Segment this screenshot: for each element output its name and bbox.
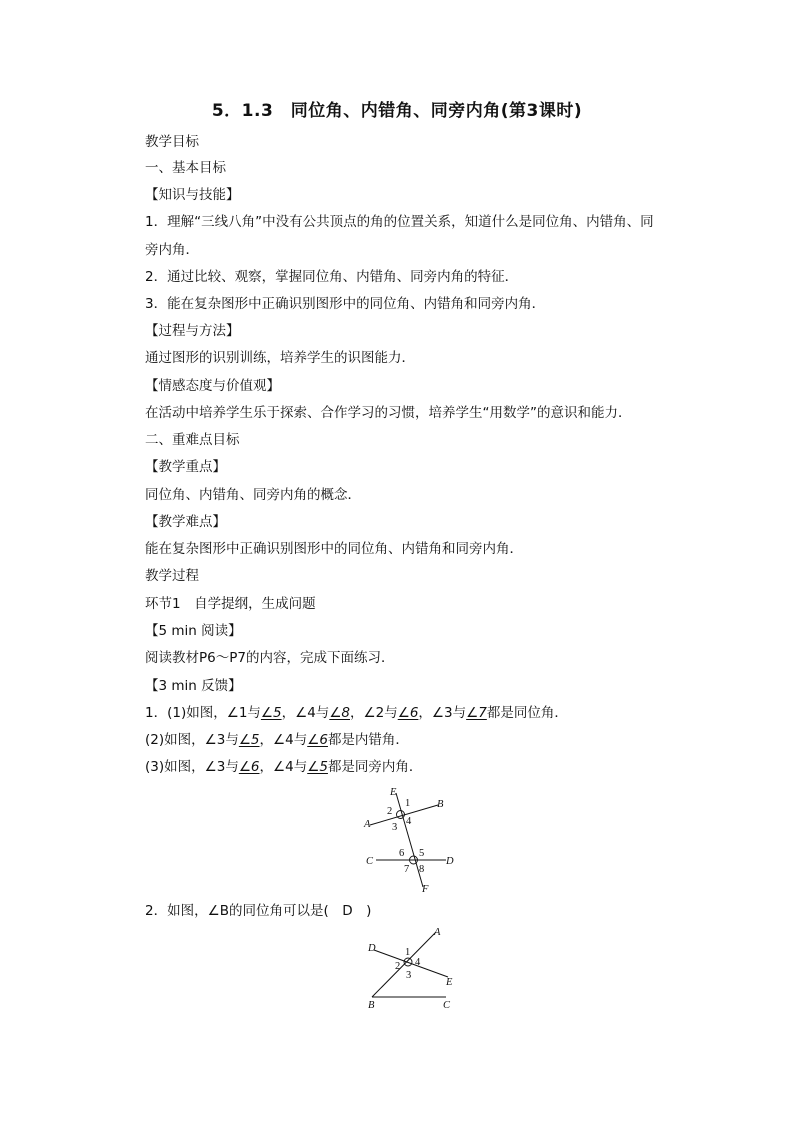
text-line: 二、重难点目标 [145, 432, 240, 448]
label-c: C [366, 856, 374, 867]
angle-label-3: 3 [392, 822, 398, 833]
answer-blank: ∠5 [260, 705, 282, 721]
label-c: C [443, 1000, 451, 1011]
angle-label-8: 8 [419, 864, 425, 875]
text-line: 能在复杂图形中正确识别图形中的同位角、内错角和同旁内角． [145, 541, 523, 557]
text-line: 教学目标 [145, 134, 199, 150]
question-1-part-3: (3)如图，∠3与∠6，∠4与∠5都是同旁内角． [145, 759, 423, 775]
text-line: 【教学重点】 [145, 459, 226, 475]
answer-blank: ∠7 [466, 705, 487, 721]
line-ba [372, 932, 436, 997]
text-line: 【5 min 阅读】 [145, 623, 242, 639]
answer-blank: ∠5 [238, 732, 260, 748]
text-line: 3．能在复杂图形中正确识别图形中的同位角、内错角和同旁内角． [145, 296, 546, 312]
text-line: 【教学难点】 [145, 514, 226, 530]
text-line: 旁内角． [145, 242, 199, 258]
figure-2-corresponding-angle [364, 926, 464, 1014]
angle-arc-top [397, 811, 405, 819]
question-2: 2．如图，∠B的同位角可以是( D ) [145, 903, 372, 919]
answer-blank: ∠5 [307, 759, 328, 775]
label-b: B [437, 799, 444, 810]
angle-label-4: 4 [406, 816, 412, 827]
answer-blank: ∠6 [238, 759, 260, 775]
text-line: 【情感态度与价值观】 [145, 378, 280, 394]
label-a: A [434, 927, 441, 938]
angle-label-2: 2 [395, 961, 401, 972]
text-line: 【3 min 反馈】 [145, 678, 242, 694]
text-line: 教学过程 [145, 568, 199, 584]
label-e: E [390, 787, 397, 798]
text-line: 环节1 自学提纲，生成问题 [145, 596, 316, 612]
question-1-part-2: (2)如图，∠3与∠5，∠4与∠6都是内错角． [145, 732, 409, 748]
angle-label-3: 3 [406, 970, 412, 981]
page-title: 5．1.3 同位角、内错角、同旁内角(第3课时) [211, 101, 583, 121]
answer-blank: ∠8 [329, 705, 351, 721]
text-line: 【知识与技能】 [145, 187, 240, 203]
text-line: 【过程与方法】 [145, 323, 240, 339]
text-line: 2．通过比较、观察，掌握同位角、内错角、同旁内角的特征． [145, 269, 519, 285]
label-d: D [368, 943, 376, 954]
angle-label-1: 1 [405, 947, 411, 958]
text-line: 1．理解“三线八角”中没有公共顶点的角的位置关系，知道什么是同位角、内错角、同 [145, 214, 654, 230]
text-line: 一、基本目标 [145, 160, 226, 176]
question-1-part-1: 1．(1)如图，∠1与∠5，∠4与∠8，∠2与∠6，∠3与∠7都是同位角． [145, 705, 568, 721]
text-line: 通过图形的识别训练，培养学生的识图能力． [145, 350, 415, 366]
label-a: A [364, 819, 371, 830]
angle-label-5: 5 [419, 848, 425, 859]
text-line: 阅读教材P6～P7的内容，完成下面练习． [145, 650, 395, 666]
label-f: F [422, 884, 429, 895]
figure-1-three-lines-eight-angles [362, 783, 462, 895]
text-line: 同位角、内错角、同旁内角的概念． [145, 487, 361, 503]
text-line: 在活动中培养学生乐于探索、合作学习的习惯，培养学生“用数学”的意识和能力． [145, 405, 632, 421]
angle-label-2: 2 [387, 806, 393, 817]
answer-blank: ∠6 [397, 705, 419, 721]
angle-label-1: 1 [405, 798, 411, 809]
answer-blank: ∠6 [307, 732, 328, 748]
angle-label-7: 7 [404, 864, 410, 875]
angle-label-4: 4 [415, 957, 421, 968]
angle-label-6: 6 [399, 848, 405, 859]
label-d: D [446, 856, 454, 867]
label-b: B [368, 1000, 375, 1011]
label-e: E [446, 977, 453, 988]
